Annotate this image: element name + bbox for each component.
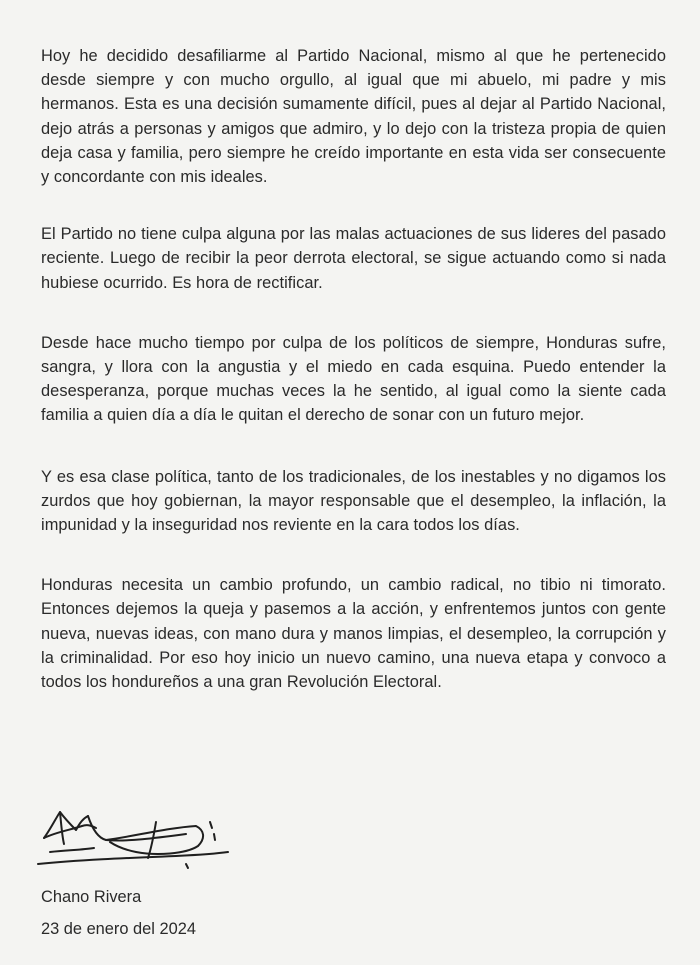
letter-date: 23 de enero del 2024 [41,920,196,938]
signer-name: Chano Rivera [41,888,142,906]
paragraph-political-class: Y es esa clase política, tanto de los tradicionales, de los inestables y no digamos los zurdos que hoy gobiernan, la mayor responsable que el desempleo, la inflación, la impunidad y la inseguridad nos reviente en la cara todos los días. [41,467,666,535]
paragraph-call-to-action: Honduras necesita un cambio profundo, un cambio radical, no tibio ni timorato. Entonces dejemos la queja y pasemos a la acción, y enfrentemos juntos con gente nueva, nuevas ideas, con mano dura y manos limpias, el desempleo, la corrupción y la criminalidad. Por eso hoy inicio un nuevo camino, una nueva etapa y convoco a todos los hondureños a una gran Revolución Electoral. [41,576,666,692]
paragraph-honduras-suffers: Desde hace mucho tiempo por culpa de los políticos de siempre, Honduras sufre, sangra, y llora con la angustia y el miedo en cada esquina. Puedo entender la desesperanza, porque muchas veces la he sentido, al igual como la siente cada familia a quien día a día le quitan el derecho de sonar con un futuro mejor. [41,333,666,425]
handwritten-signature [36,808,236,876]
paragraph-disaffiliation: Hoy he decidido desafiliarme al Partido Nacional, mismo al que he pertenecido desde siempre y con mucho orgullo, al igual que mi abuelo, mi padre y mis hermanos. Esta es una decisión sumamente difícil, pues al dejar al Partido Nacional, dejo atrás a personas y amigos que admiro, y lo dejo con la tristeza propia de quien deja casa y familia, pero siempre he creído importante en esta vida ser consecuente y concordante con mis ideales. [41,47,666,187]
paragraph-party-not-at-fault: El Partido no tiene culpa alguna por las malas actuaciones de sus lideres del pasado reciente. Luego de recibir la peor derrota electoral, se sigue actuando como si nada hubiese ocurrido. Es hora de rectificar. [41,225,666,292]
